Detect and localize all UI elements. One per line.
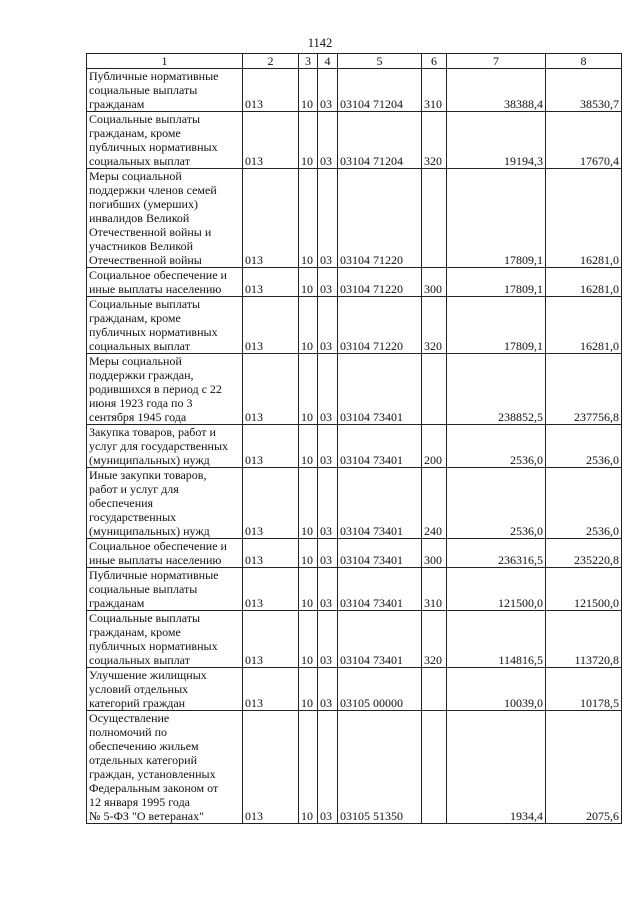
target-article-code: 03104 73401	[338, 468, 422, 539]
ministry-code: 013	[243, 268, 299, 297]
target-article-code: 03104 73401	[338, 539, 422, 568]
ministry-code: 013	[243, 297, 299, 354]
table-row	[87, 611, 622, 668]
header-row	[87, 54, 622, 69]
table-row	[87, 711, 622, 824]
budget-table	[86, 53, 622, 824]
ministry-code: 013	[243, 112, 299, 169]
target-article-code: 03104 71220	[338, 297, 422, 354]
amount-year-2: 237756,8	[546, 354, 622, 425]
table-row	[87, 297, 622, 354]
row-name: Социальное обеспечение и иные выплаты населению	[87, 268, 243, 297]
amount-year-2: 121500,0	[546, 568, 622, 611]
amount-year-1: 2536,0	[447, 468, 546, 539]
expense-type-code: 300	[422, 268, 447, 297]
subsection-code: 03	[318, 169, 338, 268]
row-name: Публичные нормативные социальные выплаты гражданам	[87, 69, 243, 112]
amount-year-1: 121500,0	[447, 568, 546, 611]
subsection-code: 03	[318, 69, 338, 112]
amount-year-2: 235220,8	[546, 539, 622, 568]
expense-type-code	[422, 668, 447, 711]
expense-type-code	[422, 711, 447, 824]
row-name: Меры социальной поддержки граждан, родившихся в период с 22 июня 1923 года по 3 сентября 1945 года	[87, 354, 243, 425]
target-article-code: 03104 73401	[338, 611, 422, 668]
expense-type-code: 320	[422, 297, 447, 354]
amount-year-2: 17670,4	[546, 112, 622, 169]
col-header-6: 6	[422, 54, 447, 69]
section-code: 10	[299, 711, 318, 824]
table-row	[87, 69, 622, 112]
subsection-code: 03	[318, 297, 338, 354]
amount-year-1: 19194,3	[447, 112, 546, 169]
col-header-4: 4	[318, 54, 338, 69]
expense-type-code	[422, 354, 447, 425]
ministry-code: 013	[243, 425, 299, 468]
amount-year-1: 17809,1	[447, 297, 546, 354]
amount-year-1: 238852,5	[447, 354, 546, 425]
row-name: Улучшение жилищных условий отдельных категорий граждан	[87, 668, 243, 711]
amount-year-2: 16281,0	[546, 297, 622, 354]
subsection-code: 03	[318, 611, 338, 668]
section-code: 10	[299, 568, 318, 611]
amount-year-2: 2536,0	[546, 468, 622, 539]
col-header-3: 3	[299, 54, 318, 69]
target-article-code: 03104 73401	[338, 568, 422, 611]
row-name: Осуществление полномочий по обеспечению жильем отдельных категорий граждан, установленных Федеральным законом от 12 января 1995 года № 5-ФЗ "О ветеранах"	[87, 711, 243, 824]
amount-year-2: 2536,0	[546, 425, 622, 468]
table-row	[87, 568, 622, 611]
target-article-code: 03105 00000	[338, 668, 422, 711]
section-code: 10	[299, 112, 318, 169]
subsection-code: 03	[318, 711, 338, 824]
amount-year-1: 1934,4	[447, 711, 546, 824]
row-name: Социальное обеспечение и иные выплаты населению	[87, 539, 243, 568]
subsection-code: 03	[318, 568, 338, 611]
table-row	[87, 354, 622, 425]
section-code: 10	[299, 169, 318, 268]
table-row	[87, 425, 622, 468]
target-article-code: 03104 71220	[338, 268, 422, 297]
col-header-1: 1	[87, 54, 243, 69]
amount-year-1: 2536,0	[447, 425, 546, 468]
amount-year-2: 113720,8	[546, 611, 622, 668]
subsection-code: 03	[318, 468, 338, 539]
expense-type-code: 310	[422, 568, 447, 611]
subsection-code: 03	[318, 268, 338, 297]
row-name: Социальные выплаты гражданам, кроме публичных нормативных социальных выплат	[87, 611, 243, 668]
expense-type-code: 240	[422, 468, 447, 539]
col-header-5: 5	[338, 54, 422, 69]
section-code: 10	[299, 425, 318, 468]
target-article-code: 03104 71204	[338, 69, 422, 112]
amount-year-2: 2075,6	[546, 711, 622, 824]
ministry-code: 013	[243, 668, 299, 711]
amount-year-1: 10039,0	[447, 668, 546, 711]
row-name: Социальные выплаты гражданам, кроме публичных нормативных социальных выплат	[87, 112, 243, 169]
target-article-code: 03104 71204	[338, 112, 422, 169]
expense-type-code: 310	[422, 69, 447, 112]
section-code: 10	[299, 297, 318, 354]
amount-year-1: 236316,5	[447, 539, 546, 568]
subsection-code: 03	[318, 668, 338, 711]
table-row	[87, 468, 622, 539]
ministry-code: 013	[243, 169, 299, 268]
col-header-7: 7	[447, 54, 546, 69]
table-row	[87, 539, 622, 568]
target-article-code: 03104 73401	[338, 354, 422, 425]
target-article-code: 03104 73401	[338, 425, 422, 468]
ministry-code: 013	[243, 69, 299, 112]
subsection-code: 03	[318, 354, 338, 425]
section-code: 10	[299, 268, 318, 297]
target-article-code: 03105 51350	[338, 711, 422, 824]
ministry-code: 013	[243, 468, 299, 539]
target-article-code: 03104 71220	[338, 169, 422, 268]
expense-type-code: 320	[422, 112, 447, 169]
section-code: 10	[299, 69, 318, 112]
expense-type-code: 320	[422, 611, 447, 668]
table-row	[87, 268, 622, 297]
table-row	[87, 169, 622, 268]
col-header-8: 8	[546, 54, 622, 69]
expense-type-code	[422, 169, 447, 268]
amount-year-2: 10178,5	[546, 668, 622, 711]
amount-year-1: 17809,1	[447, 169, 546, 268]
amount-year-2: 16281,0	[546, 169, 622, 268]
expense-type-code: 300	[422, 539, 447, 568]
ministry-code: 013	[243, 539, 299, 568]
section-code: 10	[299, 354, 318, 425]
subsection-code: 03	[318, 425, 338, 468]
row-name: Меры социальной поддержки членов семей погибших (умерших) инвалидов Великой Отечественной войны и участников Великой Отечественной войны	[87, 169, 243, 268]
subsection-code: 03	[318, 112, 338, 169]
section-code: 10	[299, 468, 318, 539]
section-code: 10	[299, 611, 318, 668]
section-code: 10	[299, 539, 318, 568]
row-name: Закупка товаров, работ и услуг для государственных (муниципальных) нужд	[87, 425, 243, 468]
table-row	[87, 112, 622, 169]
table-row	[87, 668, 622, 711]
amount-year-2: 16281,0	[546, 268, 622, 297]
amount-year-1: 114816,5	[447, 611, 546, 668]
ministry-code: 013	[243, 711, 299, 824]
section-code: 10	[299, 668, 318, 711]
ministry-code: 013	[243, 611, 299, 668]
row-name: Социальные выплаты гражданам, кроме публичных нормативных социальных выплат	[87, 297, 243, 354]
amount-year-1: 38388,4	[447, 69, 546, 112]
col-header-2: 2	[243, 54, 299, 69]
row-name: Иные закупки товаров, работ и услуг для обеспечения государственных (муниципальных) нужд	[87, 468, 243, 539]
expense-type-code: 200	[422, 425, 447, 468]
ministry-code: 013	[243, 568, 299, 611]
page-number: 1142	[307, 36, 333, 50]
subsection-code: 03	[318, 539, 338, 568]
amount-year-2: 38530,7	[546, 69, 622, 112]
row-name: Публичные нормативные социальные выплаты гражданам	[87, 568, 243, 611]
amount-year-1: 17809,1	[447, 268, 546, 297]
ministry-code: 013	[243, 354, 299, 425]
